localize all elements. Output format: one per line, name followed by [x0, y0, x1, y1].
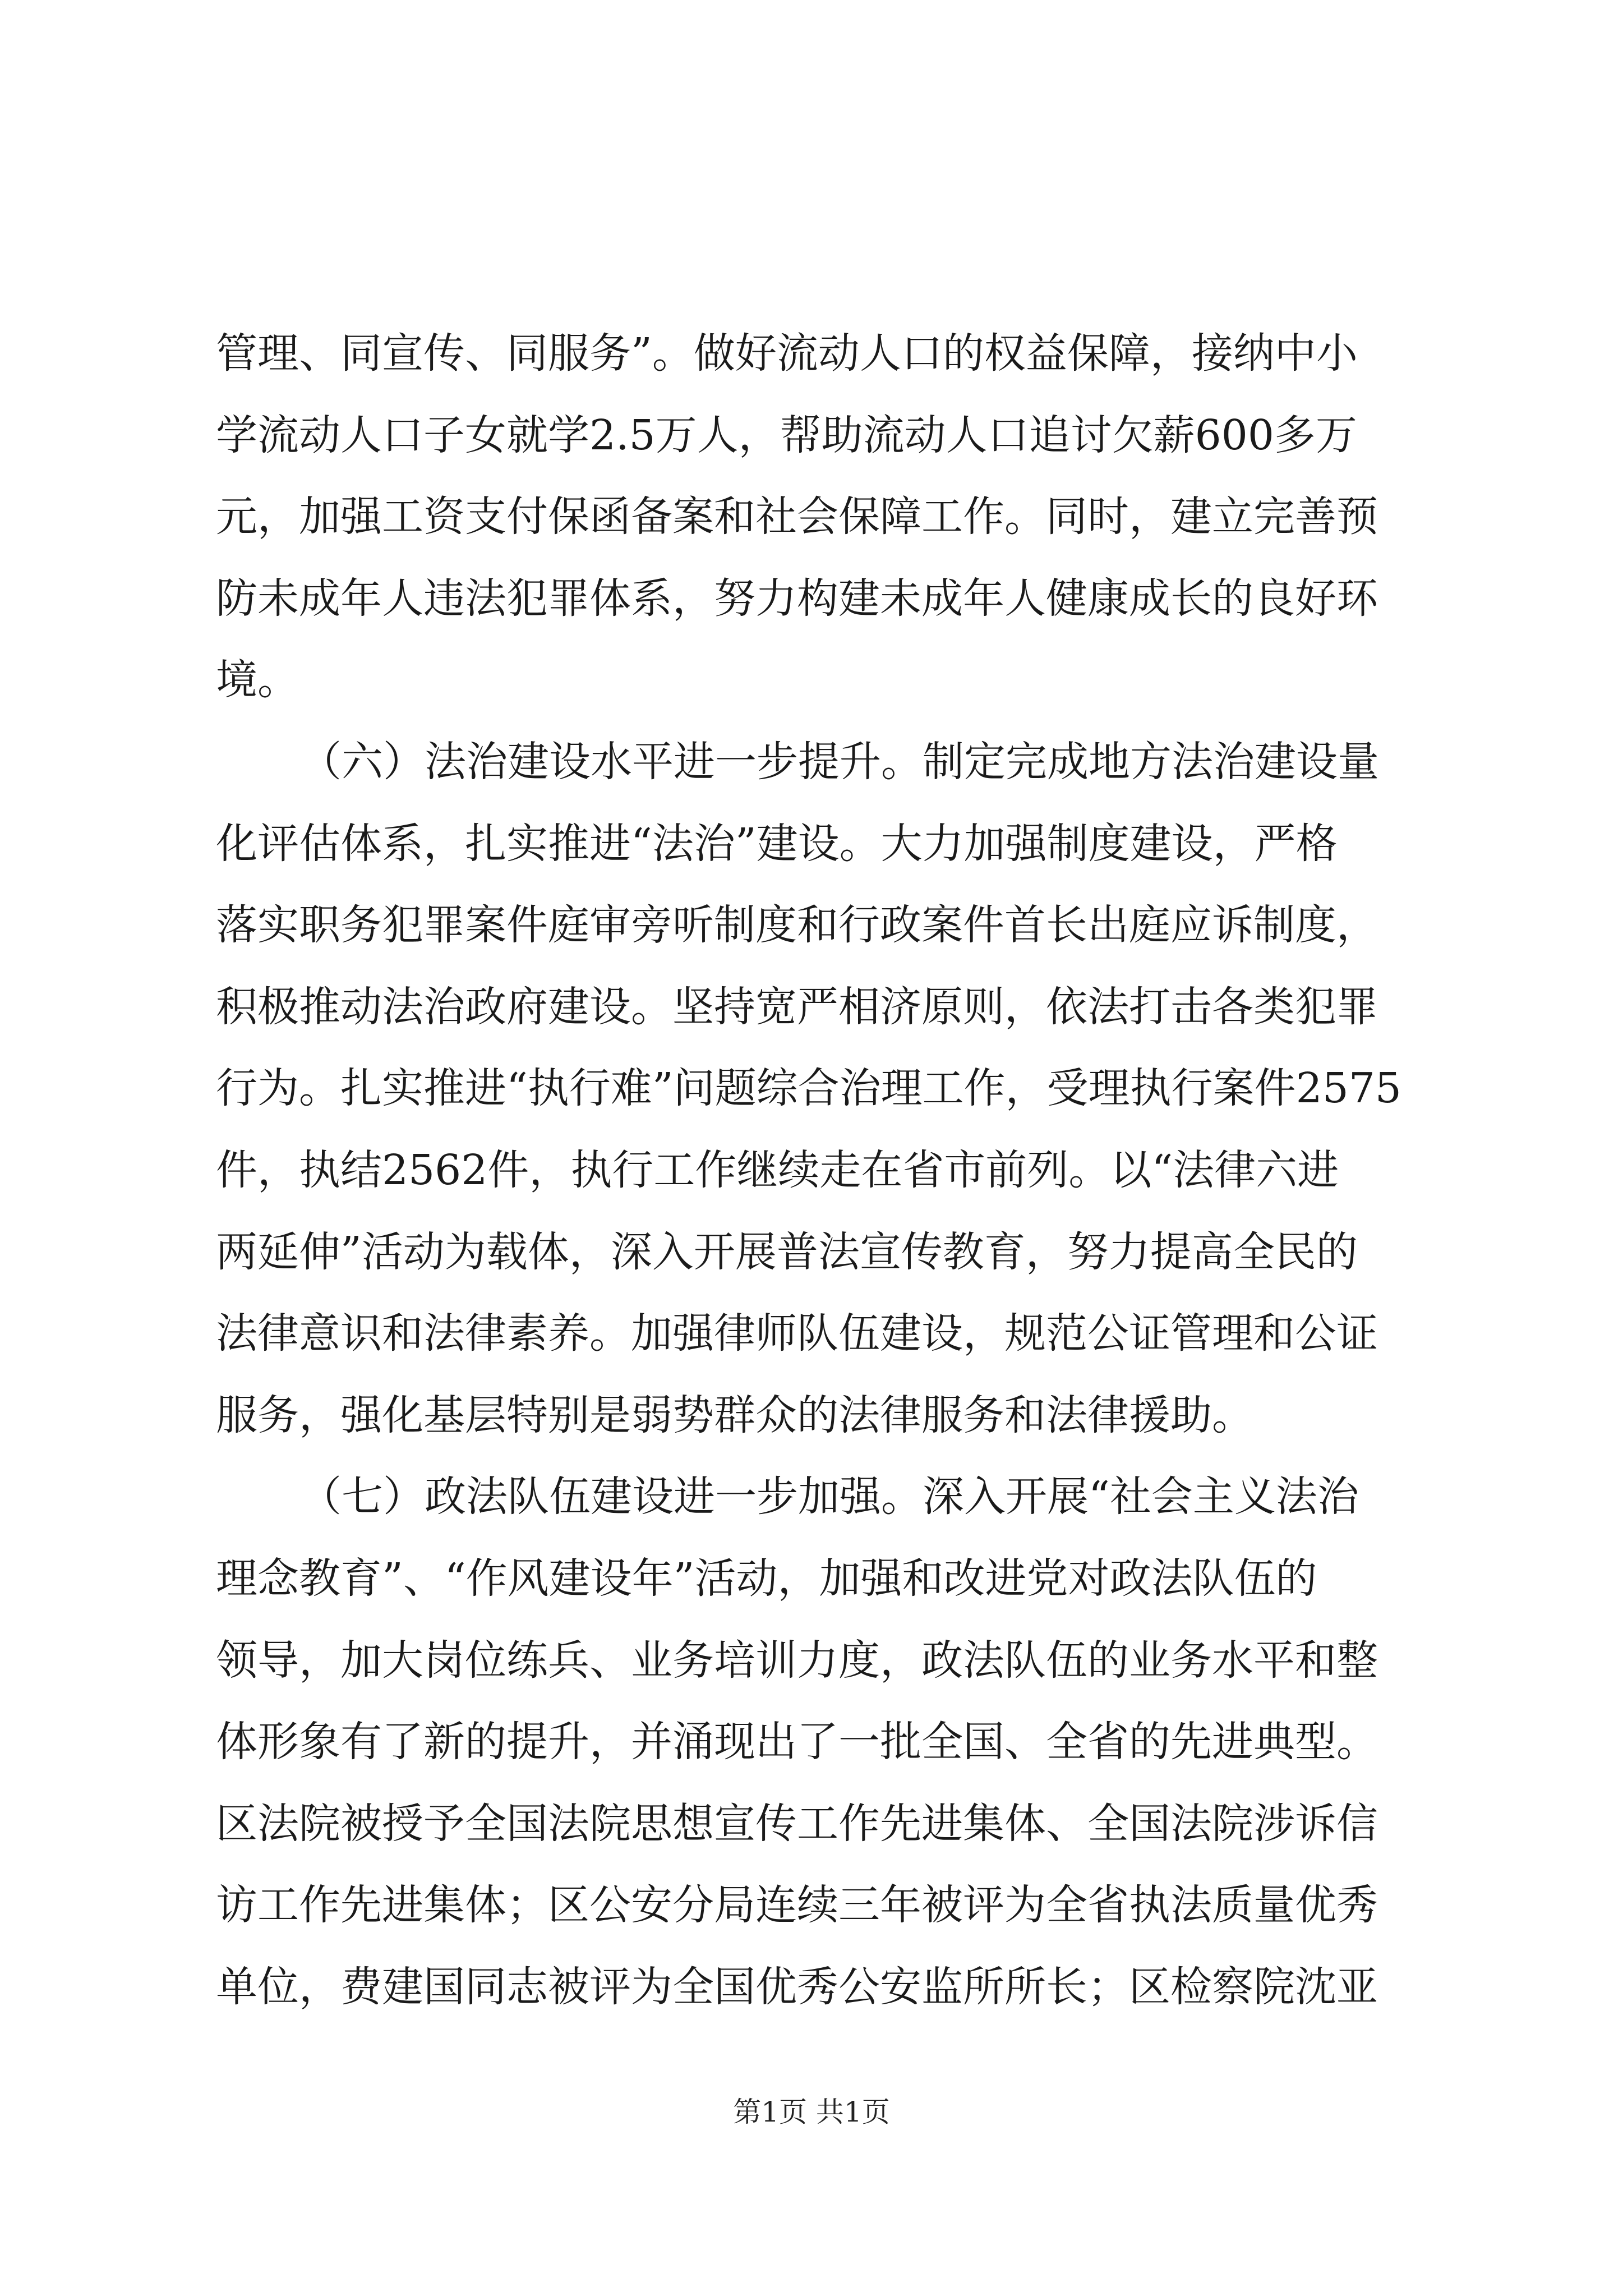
- text-line: 学流动人口子女就学2.5万人，帮助流动人口追讨欠薪600多万: [216, 411, 1357, 459]
- text-line: 领导，加大岗位练兵、业务培训力度，政法队伍的业务水平和整: [216, 1636, 1378, 1685]
- text-line: 积极推动法治政府建设。坚持宽严相济原则，依法打击各类犯罪: [216, 982, 1378, 1031]
- text-line: 服务，强化基层特别是弱势群众的法律服务和法律援助。: [216, 1391, 1253, 1439]
- text-line: 境。: [216, 656, 299, 705]
- text-line: 元，加强工资支付保函备案和社会保障工作。同时，建立完善预: [216, 493, 1378, 541]
- text-line: 防未成年人违法犯罪体系，努力构建未成年人健康成长的良好环: [216, 574, 1378, 623]
- text-line: 体形象有了新的提升，并涌现出了一批全国、全省的先进典型。: [216, 1718, 1378, 1766]
- text-line: 理念教育”、“作风建设年”活动，加强和改进党对政法队伍的: [216, 1554, 1317, 1603]
- text-line: 化评估体系，扎实推进“法治”建设。大力加强制度建设，严格: [216, 819, 1338, 868]
- text-line: 落实职务犯罪案件庭审旁听制度和行政案件首长出庭应诉制度，: [216, 901, 1378, 950]
- text-line: 行为。扎实推进“执行难”问题综合治理工作，受理执行案件2575: [216, 1064, 1401, 1113]
- text-line: 管理、同宣传、同服务”。做好流动人口的权益保障，接纳中小: [216, 329, 1358, 378]
- page-footer: 第1页 共1页: [733, 2096, 890, 2128]
- text-line: 两延伸”活动为载体，深入开展普法宣传教育，努力提高全民的: [216, 1227, 1358, 1276]
- text-line: 访工作先进集体；区公安分局连续三年被评为全省执法质量优秀: [216, 1881, 1378, 1930]
- text-line: 单位，费建国同志被评为全国优秀公安监所所长；区检察院沈亚: [216, 1963, 1378, 2011]
- text-line: 法律意识和法律素养。加强律师队伍建设，规范公证管理和公证: [216, 1309, 1378, 1358]
- text-line: （六）法治建设水平进一步提升。制定完成地方法治建设量: [300, 738, 1379, 786]
- text-line: （七）政法队伍建设进一步加强。深入开展“社会主义法治: [300, 1473, 1359, 1521]
- text-line: 区法院被授予全国法院思想宣传工作先进集体、全国法院涉诉信: [216, 1799, 1378, 1848]
- text-line: 件，执结2562件，执行工作继续走在省市前列。以“法律六进: [216, 1146, 1339, 1194]
